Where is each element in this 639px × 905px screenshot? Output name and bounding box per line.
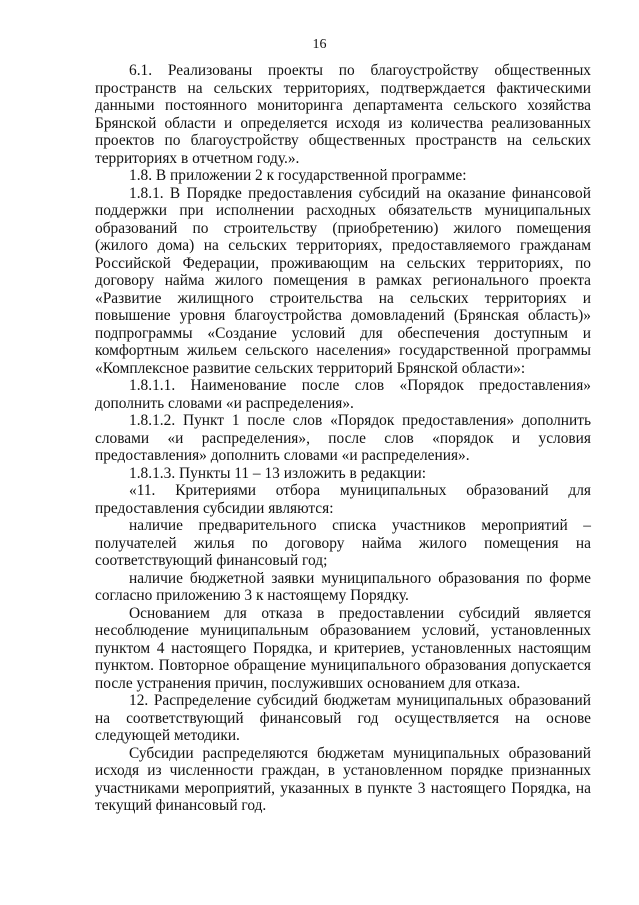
criterion-budget-request: наличие бюджетной заявки муниципального образования по форме согласно приложению 3 к настоящему Порядку. [95,569,591,604]
paragraph-12-distribution: 12. Распределение субсидий бюджетам муниципальных образований на соответствующий финансовый год осуществляется на основе следующей методики. [95,692,591,744]
paragraph-1-8-1-1: 1.8.1.1. Наименование после слов «Порядок предоставления» дополнить словами «и распределения». [95,377,591,412]
criterion-list-participants: наличие предварительного списка участников мероприятий – получателей жилья по договору найма жилого помещения на соответствующий финансовый год; [95,517,591,569]
paragraph-1-8: 1.8. В приложении 2 к государственной программе: [129,167,467,184]
document-body [95,62,591,815]
paragraph-6-1: 6.1. Реализованы проекты по благоустройству общественных пространств на сельских территориях, подтверждается фактическими данными постоянного мониторинга департамента сельского хозяйства Брянской области и определяется исходя из количества реализованных проектов по благоустройству общественных пространств на сельских территориях в отчетном году.». [95,62,591,167]
paragraph-1-8-1-2: 1.8.1.2. Пункт 1 после слов «Порядок предоставления» дополнить словами «и распределения», после слов «порядок и условия предоставления» дополнить словами «и распределения». [95,412,591,464]
paragraph-11-criteria: «11. Критериями отбора муниципальных образований для предоставления субсидии являются: [95,482,591,517]
paragraph-1-8-1: 1.8.1. В Порядке предоставления субсидий на оказание финансовой поддержки при исполнении расходных обязательств муниципальных образований по строительству (приобретению) жилого помещения (жилого дома) на сельских территориях, предоставляемого гражданам Российской Федерации, проживающим на сельских территориях, по договору найма жилого помещения в рамках регионального проекта «Развитие жилищного строительства на сельских территориях и повышение уровня благоустройства домовладений (Брянская область)» подпрограммы «Создание условий для обеспечения доступным и комфортным жильем сельского населения» государственной программы «Комплексное развитие сельских территорий Брянской области»: [95,184,591,377]
page-number: 16 [312,37,327,52]
paragraph-refusal-grounds: Основанием для отказа в предоставлении субсидий является несоблюдение муниципальным образованием условий, установленных пунктом 4 настоящего Порядка, и критериев, установленных настоящим пунктом. Повторное обращение муниципального образования допускается после устранения причин, послуживших основанием для отказа. [95,604,591,692]
paragraph-1-8-1-3: 1.8.1.3. Пункты 11 – 13 изложить в редакции: [129,464,427,482]
paragraph-subsidy-allocation: Субсидии распределяются бюджетам муниципальных образований исходя из численности граждан, в установленном порядке признанных участниками мероприятий, указанных в пункте 3 настоящего Порядка, на текущий финансовый год. [95,744,591,814]
